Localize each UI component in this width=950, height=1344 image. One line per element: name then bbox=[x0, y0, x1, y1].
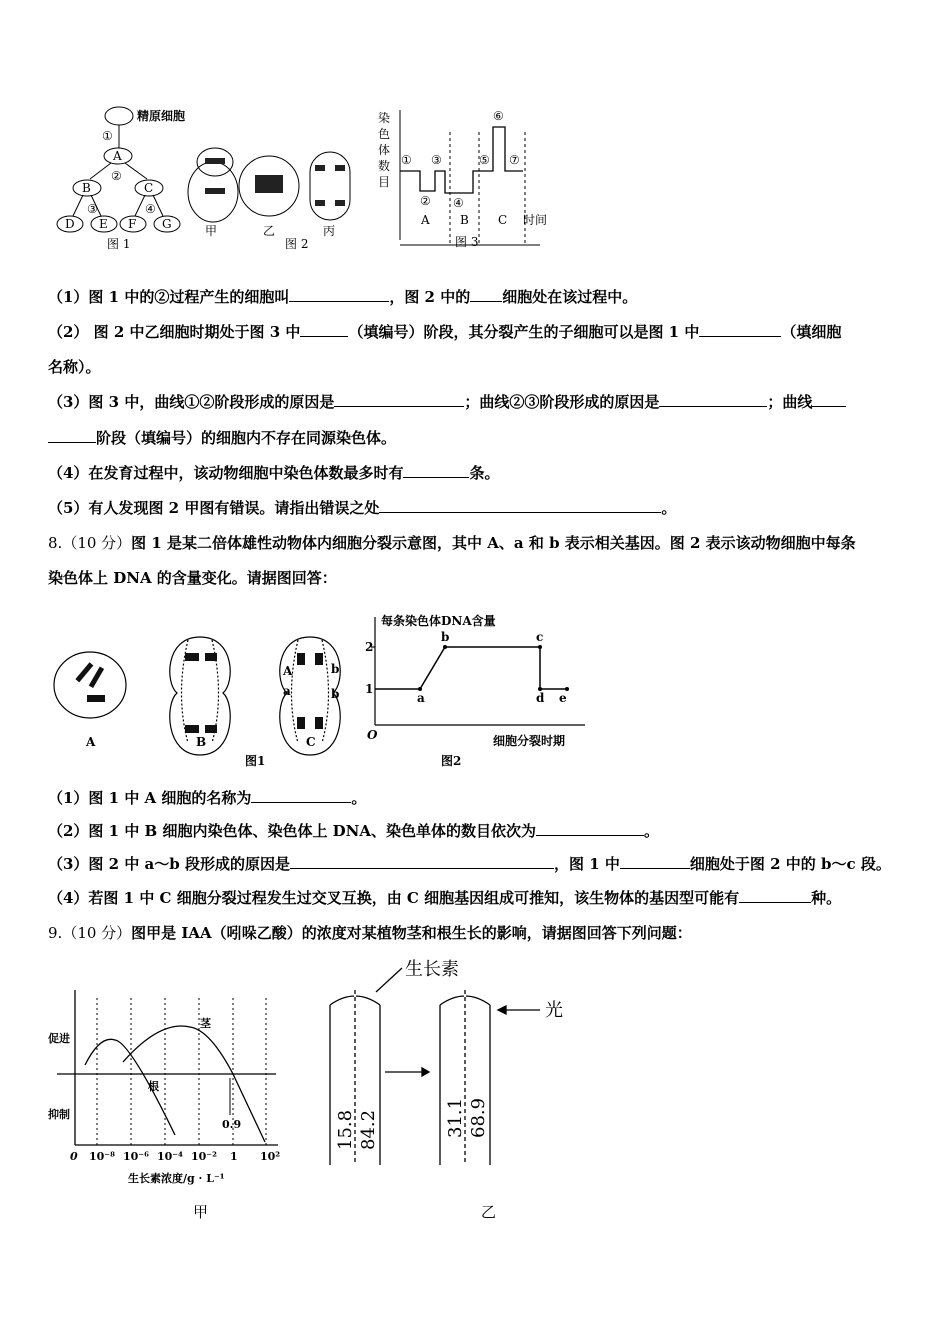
cell-label: B bbox=[196, 735, 207, 749]
origin-label: 0 bbox=[70, 1150, 78, 1163]
step-label: ② bbox=[111, 169, 122, 183]
text: （填编号）阶段，其分裂产生的子细胞可以是图 1 中 bbox=[348, 323, 700, 341]
axis-label: 色 bbox=[378, 127, 391, 141]
root-label: 根 bbox=[148, 1080, 159, 1093]
q7-part1 bbox=[48, 286, 637, 307]
text: 细胞处于图 2 中的 b～c 段。 bbox=[689, 855, 891, 873]
node-label: C bbox=[144, 181, 154, 195]
cell-label: C bbox=[306, 735, 316, 749]
axis-label: 目 bbox=[378, 175, 391, 189]
node-label: D bbox=[65, 217, 75, 231]
text: （4）若图 1 中 C 细胞分裂过程发生过交叉互换，由 C 细胞基因组成可推知，该生物体的基因型可能有 bbox=[48, 889, 740, 907]
node-label: E bbox=[99, 217, 108, 231]
fig-caption: 乙 bbox=[481, 1203, 497, 1221]
fig1-top-label: 精原细胞 bbox=[137, 109, 186, 123]
text: 图 1 是某二倍体雄性动物体内细胞分裂示意图，其中 A、a 和 b 表示相关基因。图 2 表示该动物细胞中每条 bbox=[131, 534, 856, 552]
y-label-inhibit: 抑制 bbox=[48, 1108, 70, 1121]
fig-caption: 图1 bbox=[245, 754, 266, 768]
x-tick: 1 bbox=[230, 1150, 238, 1163]
gene-label: A bbox=[283, 664, 293, 678]
x-tick: 10⁻² bbox=[191, 1150, 217, 1163]
q8-stem-cont bbox=[48, 567, 337, 588]
q8-part3 bbox=[48, 853, 891, 874]
stem-label: 茎 bbox=[200, 1017, 211, 1030]
stage-mark: ⑦ bbox=[509, 153, 520, 167]
axis-label: 体 bbox=[378, 143, 391, 157]
y-label-promote: 促进 bbox=[48, 1032, 70, 1045]
q7-part3 bbox=[48, 391, 846, 412]
cell-label: 乙 bbox=[263, 224, 276, 238]
q7-part4 bbox=[48, 462, 499, 483]
answer-blank[interactable] bbox=[289, 287, 389, 302]
gene-label: b bbox=[331, 662, 340, 676]
text: ；曲线 bbox=[767, 393, 813, 411]
x-axis-title: 细胞分裂时期 bbox=[493, 734, 566, 748]
score: （10 分） bbox=[62, 534, 132, 552]
answer-blank[interactable] bbox=[659, 392, 767, 407]
q7-part2-cont bbox=[48, 356, 101, 377]
q8-part4 bbox=[48, 887, 841, 908]
right-value: 31.1 bbox=[445, 1097, 466, 1138]
q8-part1 bbox=[48, 787, 366, 808]
answer-blank[interactable] bbox=[290, 854, 554, 869]
answer-blank[interactable] bbox=[739, 888, 811, 903]
origin-label: O bbox=[367, 728, 378, 742]
text: （4）在发育过程中，该动物细胞中染色体数最多时有 bbox=[48, 464, 404, 482]
text: ，图 2 中的 bbox=[389, 288, 471, 306]
q8-stem bbox=[48, 532, 856, 553]
q9-stem bbox=[48, 922, 692, 943]
node-label: B bbox=[82, 181, 91, 195]
answer-blank[interactable] bbox=[470, 287, 502, 302]
score: （10 分） bbox=[62, 924, 132, 942]
stage-mark: ① bbox=[401, 153, 412, 167]
point-label: e bbox=[559, 691, 567, 705]
fig-caption: 甲 bbox=[193, 1203, 209, 1221]
x-tick: 10⁻⁸ bbox=[89, 1150, 115, 1163]
y-tick: 2 bbox=[365, 640, 374, 654]
answer-blank[interactable] bbox=[403, 463, 469, 478]
text: （5）有人发现图 2 甲图有错误。请指出错误之处 bbox=[48, 499, 380, 517]
text: （1）图 1 中的②过程产生的细胞叫 bbox=[48, 288, 290, 306]
right-value: 68.9 bbox=[468, 1097, 489, 1138]
step-label: ① bbox=[102, 129, 113, 143]
point-label: a bbox=[417, 691, 425, 705]
stage-mark: ② bbox=[420, 194, 431, 208]
x-axis-title: 时间 bbox=[523, 213, 548, 227]
x-tick: 10² bbox=[260, 1150, 281, 1163]
figure-q9 bbox=[40, 950, 700, 1230]
text: 细胞处在该过程中。 bbox=[502, 288, 638, 306]
text: （3）图 3 中，曲线①②阶段形成的原因是 bbox=[48, 393, 335, 411]
fig-caption: 图 1 bbox=[107, 237, 131, 251]
cell-label: 甲 bbox=[205, 224, 218, 238]
figure-q7 bbox=[45, 100, 565, 260]
light-label: 光 bbox=[545, 1000, 563, 1021]
stem-curve bbox=[123, 1026, 265, 1142]
stage-mark: ④ bbox=[453, 196, 464, 210]
fig-caption: 图2 bbox=[441, 754, 462, 768]
answer-blank[interactable] bbox=[379, 498, 661, 513]
axis-label: 数 bbox=[378, 159, 391, 173]
answer-blank[interactable] bbox=[536, 821, 644, 836]
fig-caption: 图 2 bbox=[285, 237, 309, 251]
question-number: 8. bbox=[48, 534, 63, 552]
answer-blank[interactable] bbox=[300, 322, 348, 337]
q8-part2 bbox=[48, 820, 659, 841]
point-label: b bbox=[441, 630, 450, 644]
gene-label: a bbox=[283, 684, 291, 698]
stage-mark: ③ bbox=[431, 153, 442, 167]
axis-label: 染 bbox=[378, 111, 391, 125]
step-label: ④ bbox=[145, 202, 156, 216]
stage-mark: ⑤ bbox=[479, 153, 490, 167]
figure-q8 bbox=[45, 605, 605, 770]
q7-part5 bbox=[48, 497, 676, 518]
fig-caption: 图 3 bbox=[455, 235, 479, 249]
y-axis-title: 每条染色体DNA含量 bbox=[381, 614, 496, 628]
x-tick: 10⁻⁶ bbox=[123, 1150, 149, 1163]
node-label: A bbox=[113, 149, 122, 163]
x-axis-title: 生长素浓度/g · L⁻¹ bbox=[128, 1172, 225, 1185]
answer-blank[interactable] bbox=[812, 392, 846, 407]
stage-mark: ⑥ bbox=[493, 109, 504, 123]
text: （3）图 2 中 a～b 段形成的原因是 bbox=[48, 855, 290, 873]
x-tick: 10⁻⁴ bbox=[157, 1150, 183, 1163]
value-mark: 0.9 bbox=[222, 1118, 242, 1131]
x-label: C bbox=[498, 213, 508, 227]
node-label: G bbox=[162, 217, 172, 231]
text: 名称）。 bbox=[48, 358, 101, 376]
left-value: 84.2 bbox=[358, 1109, 379, 1150]
answer-blank[interactable] bbox=[334, 392, 464, 407]
text: 种。 bbox=[811, 889, 842, 907]
text: ；曲线②③阶段形成的原因是 bbox=[464, 393, 660, 411]
answer-blank[interactable] bbox=[699, 322, 781, 337]
text: （1）图 1 中 A 细胞的名称为 bbox=[48, 789, 252, 807]
left-value: 15.8 bbox=[335, 1109, 356, 1150]
gene-label: b bbox=[331, 687, 340, 701]
text: （2） 图 2 中乙细胞时期处于图 3 中 bbox=[48, 323, 301, 341]
answer-blank[interactable] bbox=[251, 788, 351, 803]
text: 图甲是 IAA（吲哚乙酸）的浓度对某植物茎和根生长的影响，请据图回答下列问题： bbox=[131, 924, 692, 942]
question-number: 9. bbox=[48, 924, 63, 942]
cell-label: A bbox=[86, 735, 96, 749]
cell-label: 丙 bbox=[323, 224, 336, 238]
text: 。 bbox=[351, 789, 367, 807]
answer-blank[interactable] bbox=[620, 854, 690, 869]
text: 。 bbox=[661, 499, 677, 517]
step-label: ③ bbox=[87, 202, 98, 216]
text: 条。 bbox=[469, 464, 500, 482]
text: 染色体上 DNA 的含量变化。请据图回答： bbox=[48, 569, 337, 587]
answer-blank[interactable] bbox=[48, 428, 96, 443]
auxin-label: 生长素 bbox=[405, 959, 459, 980]
point-label: c bbox=[536, 630, 544, 644]
q7-part3-cont bbox=[48, 427, 396, 448]
y-tick: 1 bbox=[365, 682, 374, 696]
point-label: d bbox=[536, 691, 545, 705]
q7-part2 bbox=[48, 321, 841, 342]
text: ，图 1 中 bbox=[553, 855, 620, 873]
text: （2）图 1 中 B 细胞内染色体、染色体上 DNA、染色单体的数目依次为 bbox=[48, 822, 537, 840]
x-label: B bbox=[460, 213, 469, 227]
text: 阶段（填编号）的细胞内不存在同源染色体。 bbox=[96, 429, 397, 447]
text: 。 bbox=[644, 822, 660, 840]
text: （填细胞 bbox=[781, 323, 842, 341]
node-label: F bbox=[128, 217, 137, 231]
x-label: A bbox=[421, 213, 430, 227]
